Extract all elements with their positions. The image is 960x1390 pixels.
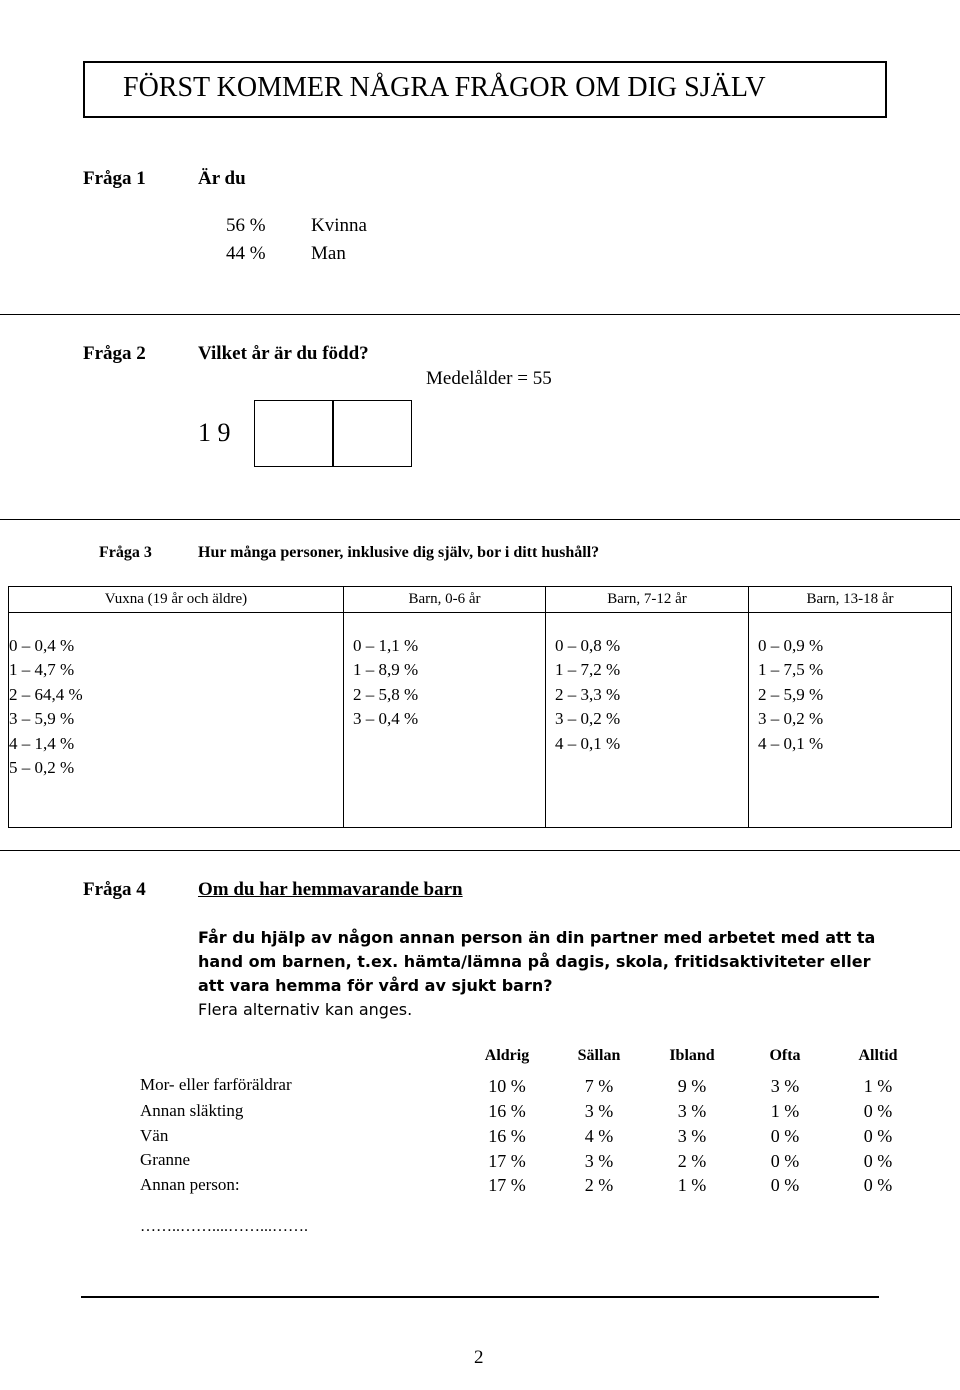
household-value: 3 – 0,2 % <box>554 709 621 729</box>
household-value: 0 – 0,9 % <box>757 636 824 655</box>
q4-label: Fråga 4 <box>83 879 146 900</box>
household-value: 5 – 0,2 % <box>9 758 75 778</box>
household-value: 1 – 4,7 % <box>9 660 75 680</box>
help-value: 1 % <box>677 1175 707 1195</box>
fill-in-dots: ……..……....……...……. <box>140 1218 308 1235</box>
q4-question-line: hand om barnen, t.ex. hämta/lämna på dagis, skola, fritidsaktiviteter eller <box>198 952 871 971</box>
q2-result: Medelålder = 55 <box>426 368 552 389</box>
help-value: 9 % <box>677 1076 707 1096</box>
help-value: 3 % <box>677 1101 707 1121</box>
q2-question: Vilket år är du född? <box>198 343 369 364</box>
q1-answer-1-text: Kvinna <box>311 215 367 236</box>
household-col-header: Vuxna (19 år och äldre) <box>9 587 344 613</box>
help-col-header: Ofta <box>769 1047 801 1064</box>
help-value: 7 % <box>584 1076 614 1096</box>
title-box <box>83 61 887 118</box>
help-value: 0 % <box>863 1101 893 1121</box>
household-value: 1 – 7,2 % <box>554 660 621 680</box>
year-digit-box-1[interactable] <box>254 400 334 467</box>
q2-label: Fråga 2 <box>83 343 146 364</box>
help-value: 0 % <box>863 1126 893 1146</box>
help-value: 0 % <box>770 1126 800 1146</box>
household-value: 4 – 0,1 % <box>757 733 824 753</box>
help-value: 3 % <box>677 1126 707 1146</box>
help-value: 1 % <box>863 1076 893 1096</box>
help-value: 2 % <box>677 1151 707 1171</box>
household-col-children-13-18 <box>748 613 951 828</box>
separator-line <box>0 314 960 315</box>
help-value: 17 % <box>488 1151 526 1171</box>
separator-line <box>0 850 960 851</box>
help-row-label: Vän <box>140 1126 169 1145</box>
household-col-header: Barn, 7-12 år <box>545 587 748 613</box>
household-value: 0 – 0,8 % <box>554 636 621 655</box>
household-value: 2 – 5,9 % <box>757 684 824 704</box>
household-value: 4 – 1,4 % <box>9 733 75 753</box>
q3-question: Hur många personer, inklusive dig själv, bor i ditt hushåll? <box>198 544 600 561</box>
help-col-header: Alltid <box>858 1047 898 1064</box>
help-row-label: Annan släkting <box>140 1101 244 1120</box>
household-value: 0 – 0,4 % <box>9 636 75 655</box>
help-row-label: Mor- eller farföräldrar <box>140 1075 292 1094</box>
help-value: 0 % <box>770 1175 800 1195</box>
help-row-label: Annan person: <box>140 1175 240 1194</box>
household-value: 3 – 5,9 % <box>9 709 75 729</box>
q1-answer-1-pct: 56 % <box>226 215 266 236</box>
q3-label: Fråga 3 <box>99 544 152 561</box>
help-value: 16 % <box>488 1101 526 1121</box>
help-value: 4 % <box>584 1126 614 1146</box>
household-col-header: Barn, 13-18 år <box>748 587 951 613</box>
help-value: 0 % <box>863 1175 893 1195</box>
footer-line <box>81 1296 879 1298</box>
household-value: 3 – 0,2 % <box>757 709 824 729</box>
q1-answer-2-pct: 44 % <box>226 243 266 264</box>
help-value: 10 % <box>488 1076 526 1096</box>
q2-year-prefix: 1 9 <box>198 418 231 447</box>
help-col-header: Aldrig <box>484 1047 530 1064</box>
household-col-children-0-6 <box>343 613 545 828</box>
page-number: 2 <box>474 1347 484 1368</box>
household-value: 1 – 8,9 % <box>352 660 419 680</box>
help-col-header: Sällan <box>577 1047 621 1064</box>
household-value: 0 – 1,1 % <box>352 636 419 655</box>
help-value: 3 % <box>584 1151 614 1171</box>
help-row-label: Granne <box>140 1150 191 1169</box>
q1-question: Är du <box>198 168 246 189</box>
household-table <box>8 586 952 828</box>
year-digit-box-2[interactable] <box>332 400 412 467</box>
q1-label: Fråga 1 <box>83 168 146 189</box>
household-value: 2 – 3,3 % <box>554 684 621 704</box>
household-data-row <box>9 613 952 828</box>
help-value: 1 % <box>770 1101 800 1121</box>
help-value: 3 % <box>770 1076 800 1096</box>
q4-note: Flera alternativ kan anges. <box>198 1000 413 1019</box>
q4-question <box>198 926 898 998</box>
household-value: 2 – 64,4 % <box>9 684 83 704</box>
q4-question-line: att vara hemma för vård av sjukt barn? <box>198 976 553 995</box>
help-value: 16 % <box>488 1126 526 1146</box>
household-col-adults <box>9 613 344 828</box>
help-value: 3 % <box>584 1101 614 1121</box>
household-col-header: Barn, 0-6 år <box>343 587 545 613</box>
household-value: 3 – 0,4 % <box>352 709 419 729</box>
page-title: FÖRST KOMMER NÅGRA FRÅGOR OM DIG SJÄLV <box>123 72 766 103</box>
help-col-header: Ibland <box>669 1047 715 1064</box>
q4-question-line: Får du hjälp av någon annan person än din partner med arbetet med att ta <box>198 928 876 947</box>
household-header-row <box>9 587 952 613</box>
household-value: 2 – 5,8 % <box>352 684 419 704</box>
q1-answer-2-text: Man <box>311 243 346 264</box>
household-col-children-7-12 <box>545 613 748 828</box>
help-value: 17 % <box>488 1175 526 1195</box>
help-value: 0 % <box>770 1151 800 1171</box>
help-value: 2 % <box>584 1175 614 1195</box>
separator-line <box>0 519 960 520</box>
household-value: 4 – 0,1 % <box>554 733 621 753</box>
help-value: 0 % <box>863 1151 893 1171</box>
household-value: 1 – 7,5 % <box>757 660 824 680</box>
q4-title: Om du har hemmavarande barn <box>198 879 463 900</box>
